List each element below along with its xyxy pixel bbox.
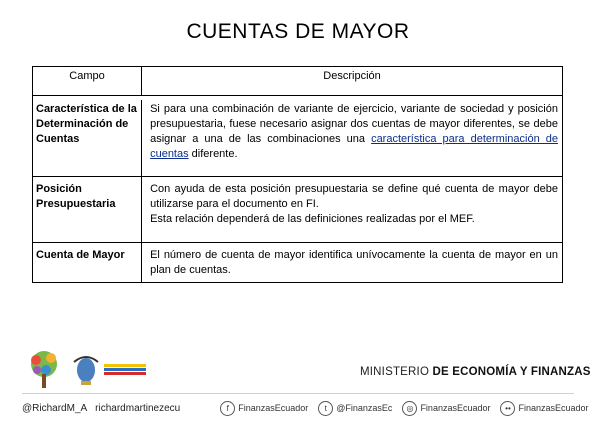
field-cell: Cuenta de Mayor — [33, 243, 142, 283]
web-handle: richardmartinezecu — [95, 402, 181, 414]
social-instagram: ◎ FinanzasEcuador — [402, 401, 490, 416]
description-cell: Con ayuda de esta posición presupuestaria se define qué cuenta de mayor debe utilizarse para el documento en FI. Esta relación dependerá de las definiciones realizadas por el MEF. — [142, 177, 563, 243]
tree-logo-icon — [31, 351, 57, 388]
table-row — [33, 243, 563, 283]
instagram-icon: ◎ — [402, 401, 417, 416]
header-descripcion: Descripción — [142, 67, 563, 96]
header-campo: Campo — [33, 67, 142, 96]
flickr-icon: •• — [500, 401, 515, 416]
description-cell: El número de cuenta de mayor identifica unívocamente la cuenta de mayor en un plan de cuentas. — [142, 243, 563, 283]
ecuador-coat-of-arms-icon — [74, 357, 98, 385]
social-facebook: f FinanzasEcuador — [220, 401, 308, 416]
government-logos — [24, 348, 164, 392]
gobierno-logo-icon — [104, 364, 146, 375]
social-flickr: •• FinanzasEcuador — [500, 401, 588, 416]
description-cell: Si para una combinación de variante de ejercicio, variante de sociedad y posición presupuestaria, fuese necesario asignar dos cuentas de mayor diferentes, se debe asignar a una de las combinaciones una característica para determinación de cuentas diferente. — [142, 100, 563, 177]
footer-bar — [22, 398, 589, 418]
ministry-name: MINISTERIO DE ECONOMÍA Y FINANZAS — [360, 366, 591, 378]
footer-divider — [22, 393, 574, 394]
twitter-handle: @RichardM_A — [22, 402, 88, 414]
table-row — [33, 100, 563, 177]
social-twitter: t @FinanzasEc — [318, 401, 392, 416]
field-cell: Característica de la Determinación de Cuentas — [33, 100, 142, 177]
characteristic-link[interactable]: característica para determinación de cuentas — [150, 133, 558, 160]
table-row — [33, 177, 563, 243]
slide-title: CUENTAS DE MAYOR — [186, 20, 410, 43]
fields-table — [32, 66, 563, 283]
field-cell: Posición Presupuestaria — [33, 177, 142, 243]
facebook-icon: f — [220, 401, 235, 416]
twitter-icon: t — [318, 401, 333, 416]
